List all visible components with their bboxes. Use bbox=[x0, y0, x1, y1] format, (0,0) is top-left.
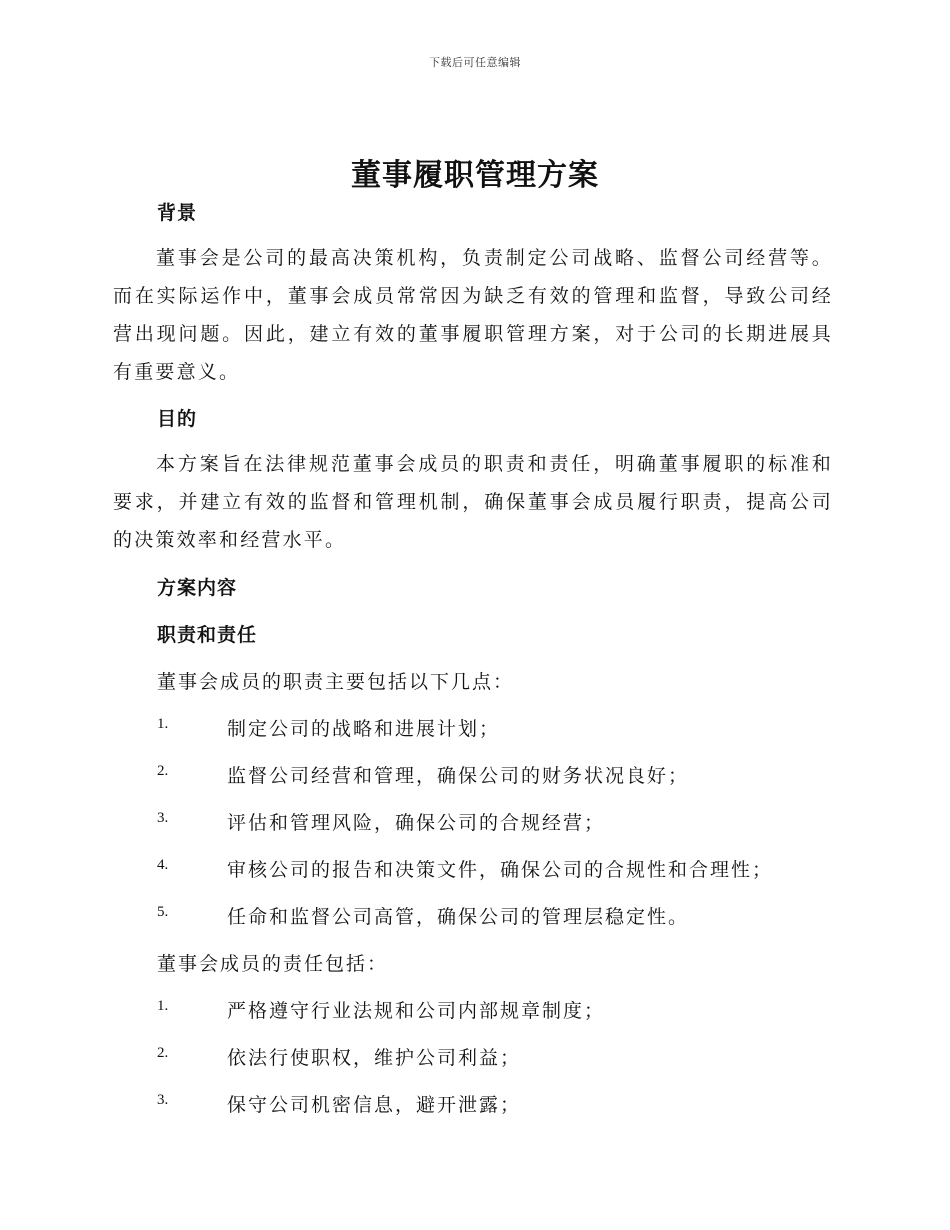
list-number: 1. bbox=[157, 998, 169, 1014]
section-heading-duties: 职责和责任 bbox=[157, 624, 258, 646]
list-text: 任命和监督公司高管，确保公司的管理层稳定性。 bbox=[227, 906, 690, 928]
list-text: 评估和管理风险，确保公司的合规经营； bbox=[227, 812, 606, 834]
list-item bbox=[157, 996, 837, 1026]
list-number: 4. bbox=[157, 857, 169, 873]
list-number: 3. bbox=[157, 1092, 169, 1108]
list-text: 制定公司的战略和进展计划； bbox=[227, 718, 501, 740]
list-text: 严格遵守行业法规和公司内部规章制度； bbox=[227, 1000, 606, 1022]
responsibilities-intro: 董事会成员的责任包括： bbox=[157, 953, 389, 975]
section-heading-background: 背景 bbox=[157, 202, 198, 224]
list-item bbox=[157, 761, 837, 791]
list-item bbox=[157, 808, 837, 838]
duties-intro: 董事会成员的职责主要包括以下几点： bbox=[157, 671, 515, 693]
list-number: 1. bbox=[157, 716, 169, 732]
document-title: 董事履职管理方案 bbox=[351, 158, 599, 193]
background-paragraph: 董事会是公司的最高决策机构，负责制定公司战略、监督公司经营等。而在实际运作中，董事会成员常常因为缺乏有效的管理和监督，导致公司经营出现问题。因此，建立有效的董事履职管理方案，对于公司的长期进展具有重要意义。 bbox=[113, 247, 833, 383]
list-item bbox=[157, 902, 837, 932]
list-text: 依法行使职权，维护公司利益； bbox=[227, 1047, 522, 1069]
list-number: 5. bbox=[157, 904, 169, 920]
list-item bbox=[157, 855, 837, 885]
list-item bbox=[157, 1043, 837, 1073]
purpose-paragraph: 本方案旨在法律规范董事会成员的职责和责任，明确董事履职的标准和要求，并建立有效的监督和管理机制，确保董事会成员履行职责，提高公司的决策效率和经营水平。 bbox=[113, 453, 833, 551]
header-note: 下载后可任意编辑 bbox=[429, 56, 521, 69]
list-number: 2. bbox=[157, 1045, 169, 1061]
list-text: 保守公司机密信息，避开泄露； bbox=[227, 1094, 522, 1116]
list-item bbox=[157, 714, 837, 744]
list-text: 监督公司经营和管理，确保公司的财务状况良好； bbox=[227, 765, 690, 787]
list-number: 2. bbox=[157, 763, 169, 779]
section-heading-content: 方案内容 bbox=[157, 577, 238, 599]
list-text: 审核公司的报告和决策文件，确保公司的合规性和合理性； bbox=[227, 859, 774, 881]
list-item bbox=[157, 1090, 837, 1120]
list-number: 3. bbox=[157, 810, 169, 826]
section-heading-purpose: 目的 bbox=[157, 408, 198, 430]
